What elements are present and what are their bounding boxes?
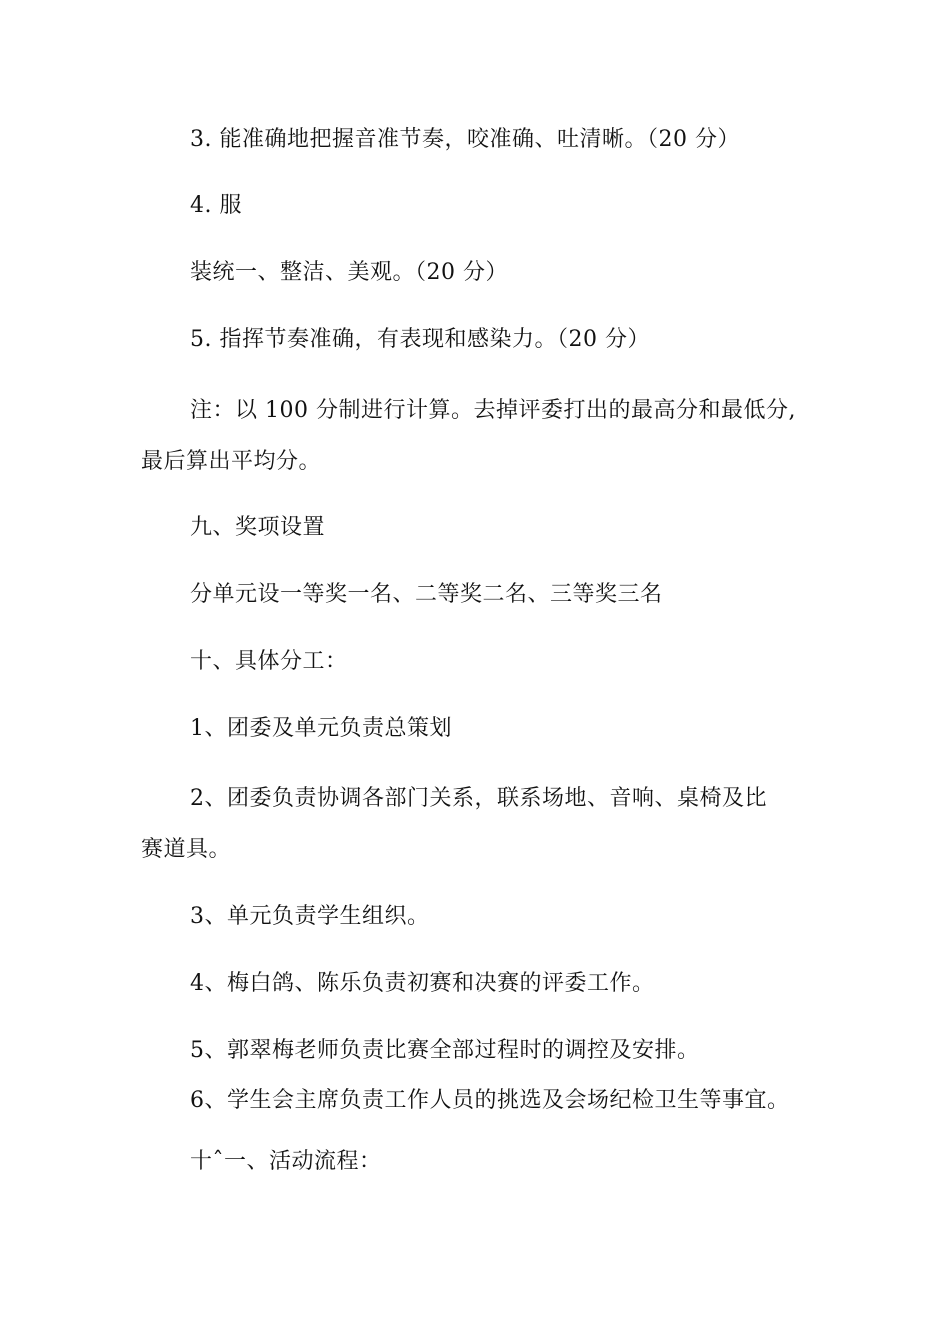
list-item: 3、单元负责学生组织。 [190,904,430,929]
list-item: 2、团委负责协调各部门关系，联系场地、音响、桌椅及比 [190,786,767,811]
section-heading: 十、具体分工： [190,649,348,674]
section-heading: 十ˆ一、活动流程： [190,1149,382,1174]
text-line: 5. 指挥节奏准确，有表现和感染力。（20 分） [190,327,650,352]
text-line: 注：以 100 分制进行计算。去掉评委打出的最高分和最低分, [190,398,796,423]
text-line: 最后算出平均分。 [141,449,322,474]
list-item: 5、郭翠梅老师负责比赛全部过程时的调控及安排。 [190,1038,700,1063]
list-item: 1、团委及单元负责总策划 [190,716,452,741]
text-line: 分单元设一等奖一名、二等奖二名、三等奖三名 [190,582,663,607]
text-line: 4. 服 [190,193,242,218]
text-line: 3. 能准确地把握音准节奏，咬准确、吐清晰。（20 分） [190,127,740,152]
list-item: 6、学生会主席负责工作人员的挑选及会场纪检卫生等事宜。 [190,1088,790,1113]
text-line: 装统一、整洁、美观。（20 分） [190,260,508,285]
list-item: 4、梅白鸽、陈乐负责初赛和决赛的评委工作。 [190,971,655,996]
text-line: 赛道具。 [141,837,232,862]
section-heading: 九、奖项设置 [190,515,326,540]
